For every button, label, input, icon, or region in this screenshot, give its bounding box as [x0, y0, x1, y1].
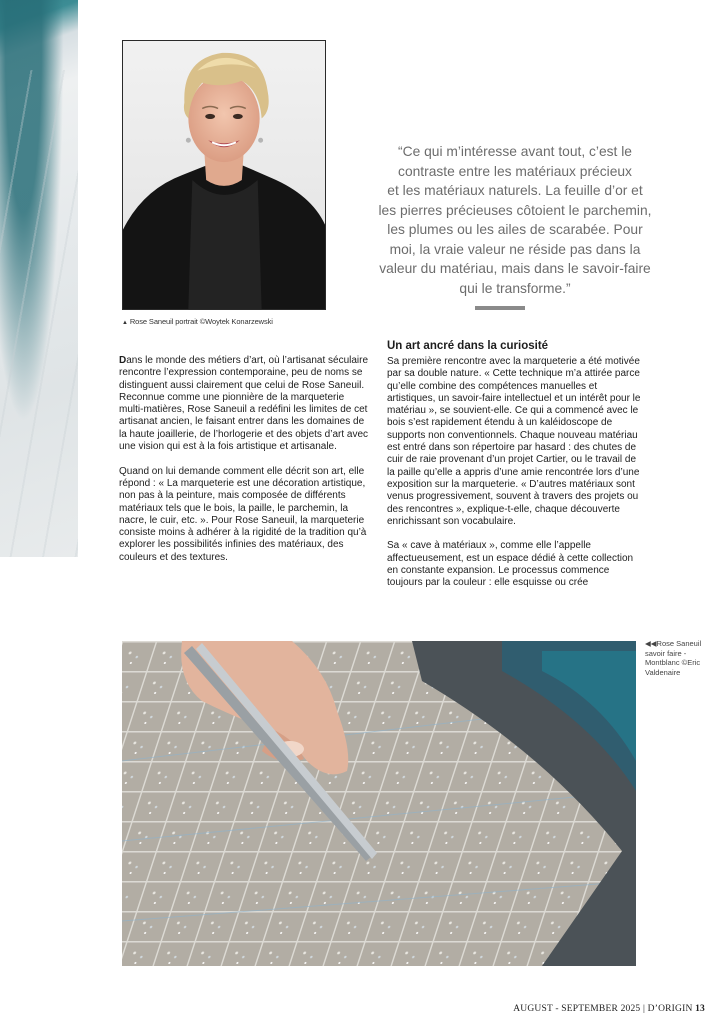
photo-caption	[645, 639, 711, 677]
left-edge-photo	[0, 0, 78, 557]
portrait-caption	[122, 317, 273, 326]
page-footer	[513, 1004, 705, 1014]
issue-date: AUGUST - SEPTEMBER 2025	[513, 1004, 641, 1014]
pull-quote	[350, 142, 680, 298]
quote-line: valeur du matériau, mais dans le savoir-faire	[379, 261, 651, 276]
workshop-photo	[122, 641, 636, 966]
caption-marker: ◀◀	[645, 639, 657, 648]
magazine-name: D’ORIGIN	[647, 1004, 693, 1014]
photo-caption-text: ◀◀Rose Saneuil savoir faire - Montblanc ©Eric Valdenaire	[645, 639, 702, 677]
section-heading: Un art ancré dans la curiosité	[387, 340, 549, 352]
paragraph-text: Quand on lui demande comment elle décrit son art, elle répond : « La marqueterie est une décoration artistique, non pas à la peinture, mais composée de différents matériaux tels que le bois, la paille, le parchemin, la nacre, le cuir, etc. ». Pour Rose Saneuil, la marqueterie consiste moins à adhérer à la rigidité de la tradition qu’à explorer les possibilités infinies des matériaux, des couleurs et des textures.	[119, 465, 367, 563]
portrait-illustration	[123, 41, 325, 309]
intro-text: ans le monde des métiers d’art, où l’artisanat séculaire rencontre l’expression contemporaine, peu de noms se distinguent aussi clairement que celui de Rose Saneuil.	[119, 355, 369, 391]
quote-line: contraste entre les matériaux précieux	[398, 163, 632, 179]
paragraph-text: Sa « cave à matériaux », comme elle l’appelle affectueusement, est un espace dédié à cette collection en constante expansion. Le processus commence toujours par la couleur : elle esquisse ou crée	[387, 540, 634, 589]
quote-line: moi, la vraie valeur ne réside pas dans la	[389, 241, 641, 257]
page-number: 13	[695, 1004, 705, 1014]
footer-separator: |	[642, 1004, 646, 1014]
quote-divider	[475, 306, 525, 310]
article-right-column	[387, 340, 643, 602]
drop-cap: D	[119, 355, 127, 366]
quote-line: et les matériaux naturels. La feuille d’or et	[387, 183, 643, 198]
intro-paragraph	[119, 355, 369, 453]
quote-line: les pierres précieuses côtoient le parchemin,	[378, 202, 652, 218]
paragraph-text: Sa première rencontre avec la marqueterie a été motivée par sa double nature. « Cette technique m’a attirée parce qu’elle combine des compétences manuelles et artistiques, un savoir-faire intellectuel et un intérêt pour le matériau », se souvient-elle. Ce qui a commencé avec le bois s’est rapidement étendu à un kaléidoscope de supports non conventionnels. Chaque nouveau matériau est entré dans son répertoire par hasard : des chutes de cuir de raie provenant d’un projet Cartier, ou le travail de la paille qu’elle a appris d’une amie rencontrée lors d’une exposition sur la marqueterie. « D’autres matériaux sont venus progressivement, souvent à travers des projets ou des rencontres », explique-t-elle, chaque découverte enrichissant son vocabulaire.	[387, 356, 641, 527]
portrait-caption-text: Rose Saneuil portrait ©Woytek Konarzewski	[129, 317, 273, 326]
article-left-column	[119, 355, 369, 576]
marquetry-work-illustration	[122, 641, 636, 966]
quote-line: qui le transforme.”	[459, 280, 571, 296]
quote-line: les plumes ou les ailes de scarabée. Pour	[387, 222, 643, 237]
quote-line: “Ce qui m’intéresse avant tout, c’est le	[398, 144, 632, 159]
portrait-photo	[122, 40, 326, 310]
paragraph-text: Reconnue comme une pionnière de la marqueterie multi-matières, Rose Saneuil a redéfini les limites de cet artisanat ancien, le faisant entrer dans les domaines de la haute joaillerie, de l’horlogerie et des objets d’art avec une vision qui est à la fois artistique et artisanale.	[119, 391, 369, 453]
caption-marker: ▲	[122, 320, 128, 326]
